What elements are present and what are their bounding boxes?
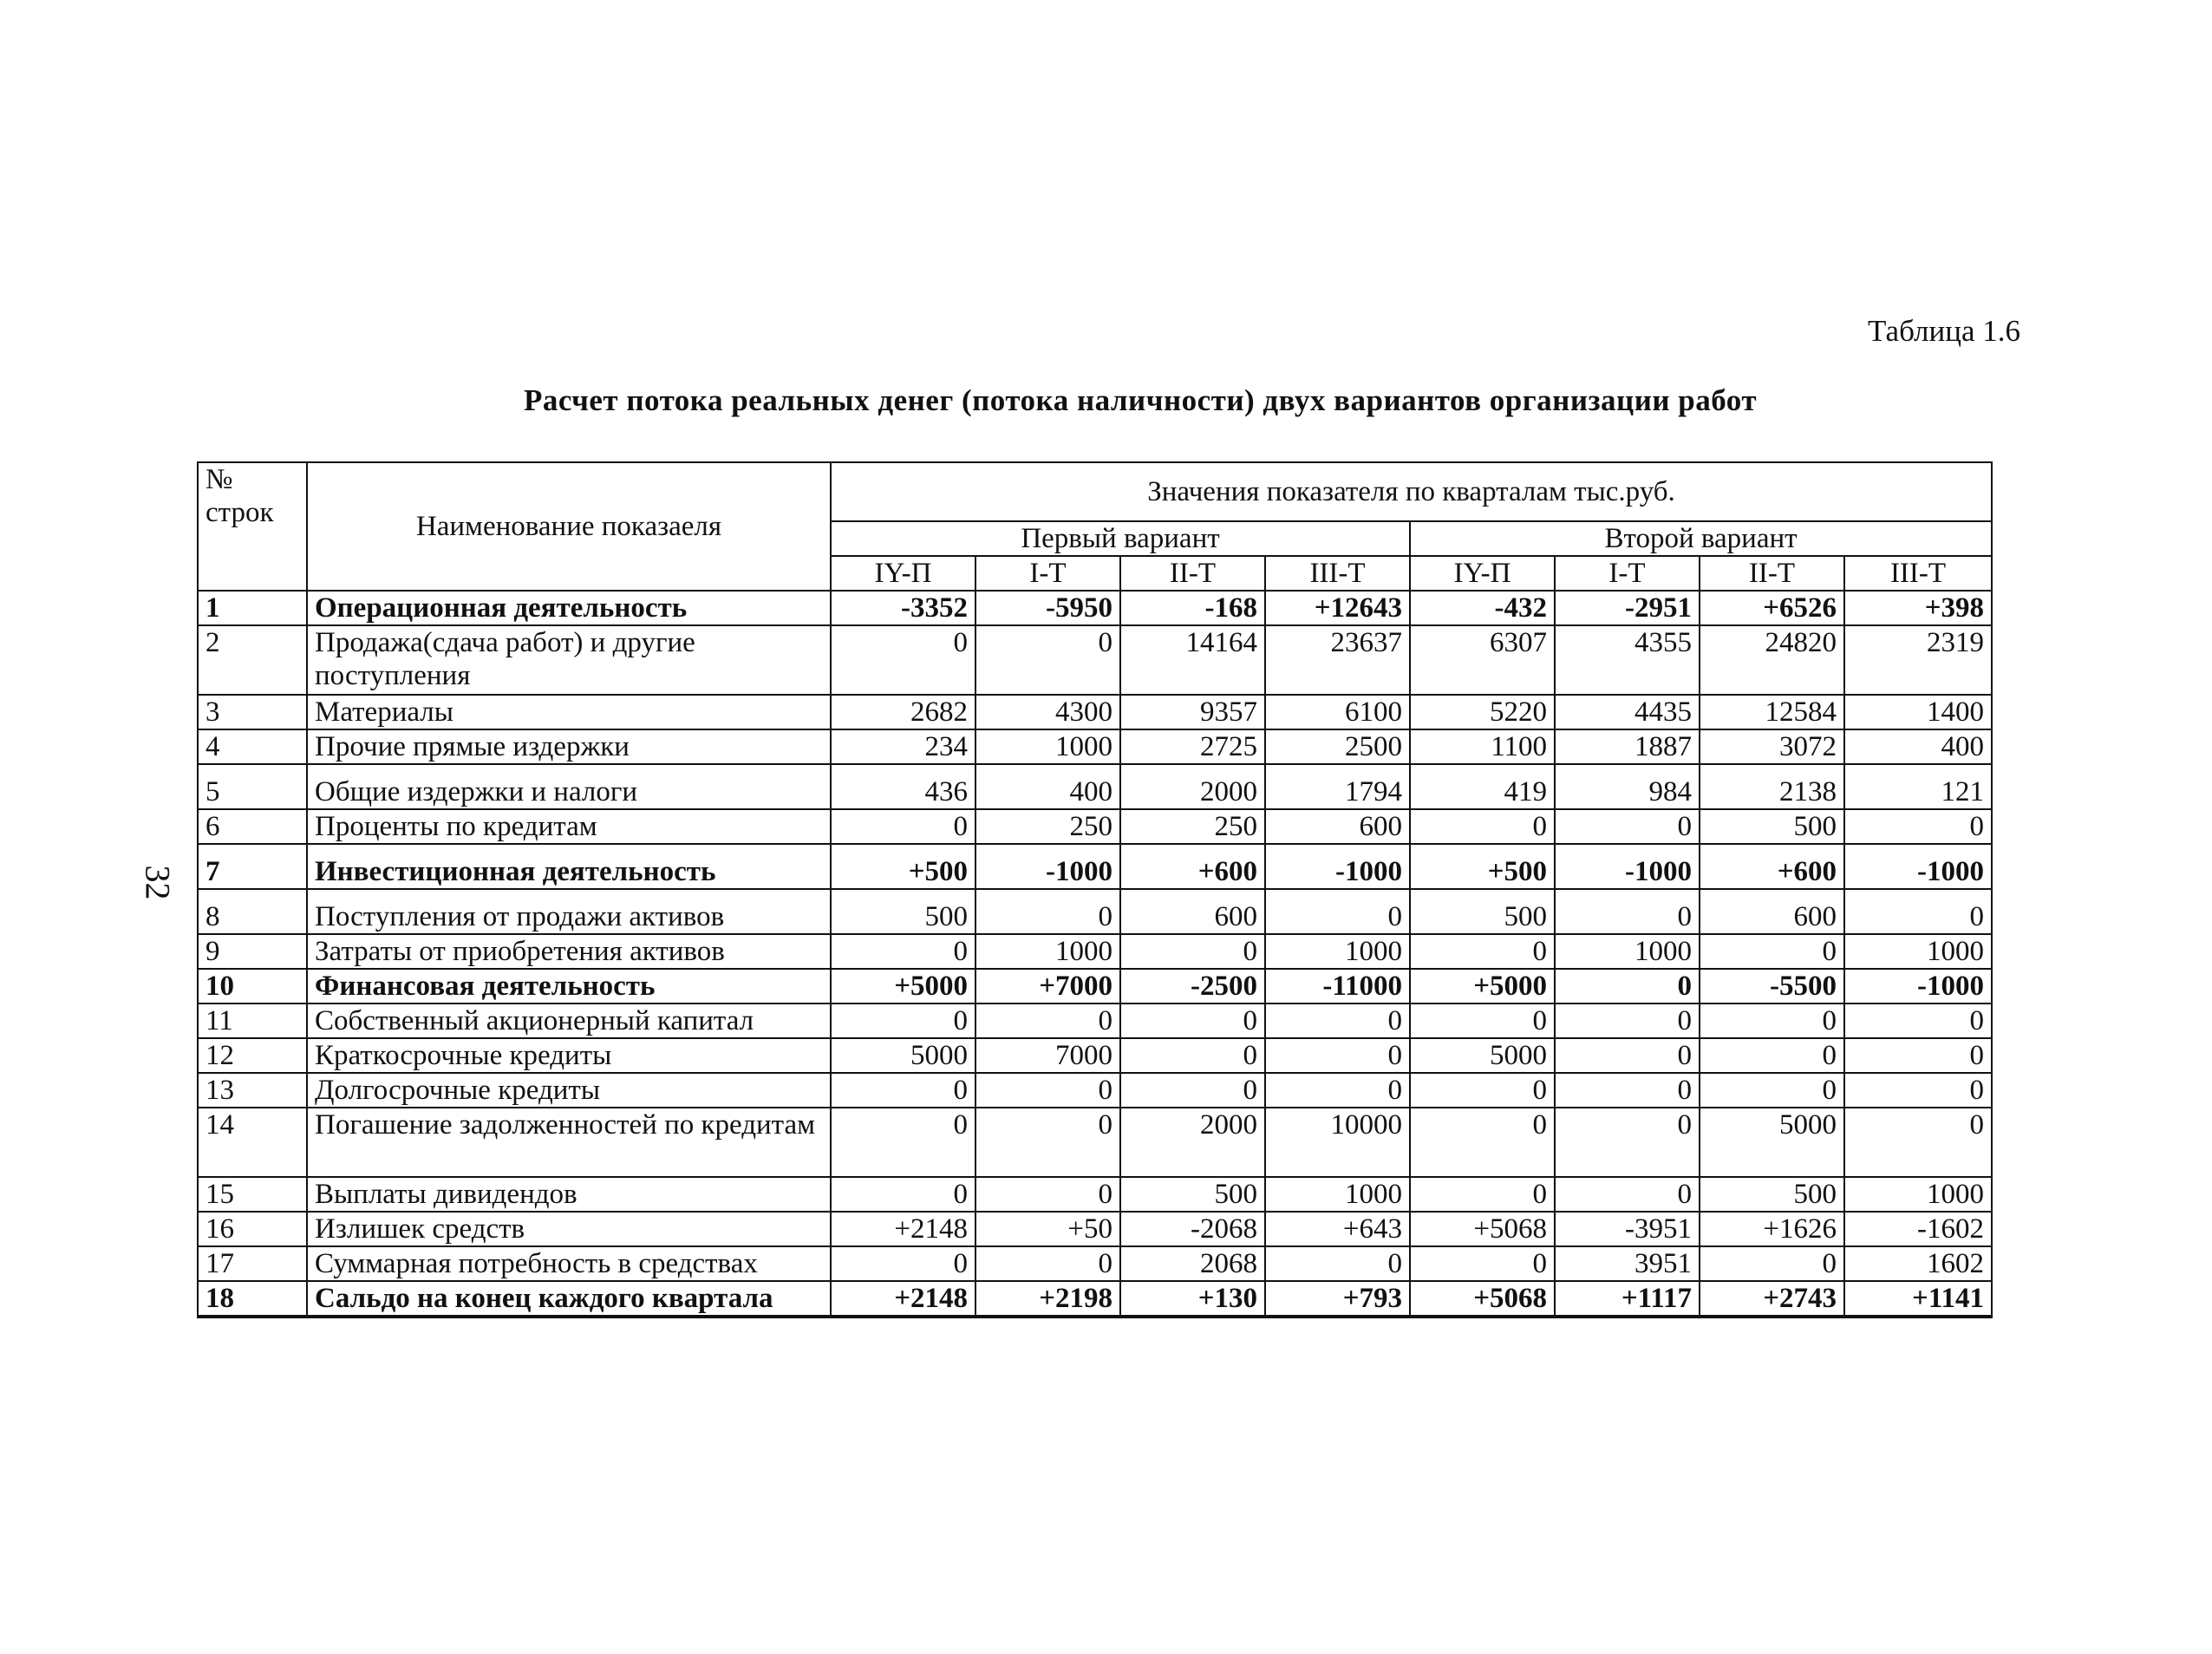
value-cell: 0 — [1120, 1073, 1265, 1108]
header-quarter: II-T — [1700, 556, 1844, 591]
table-row — [198, 844, 1992, 889]
value-cell: 0 — [831, 1246, 975, 1281]
header-quarter: I-T — [975, 556, 1120, 591]
value-cell: +793 — [1265, 1281, 1410, 1317]
value-cell: 5220 — [1410, 695, 1555, 729]
value-cell: +2198 — [975, 1281, 1120, 1317]
table-row — [198, 809, 1992, 844]
value-cell: -2500 — [1120, 969, 1265, 1004]
value-cell: 419 — [1410, 764, 1555, 809]
value-cell: -1000 — [1844, 844, 1992, 889]
row-number-cell: 1 — [198, 591, 307, 625]
value-cell: 1000 — [1265, 1177, 1410, 1212]
value-cell: 1887 — [1555, 729, 1700, 764]
value-cell: 0 — [1700, 934, 1844, 969]
row-number-cell: 16 — [198, 1212, 307, 1246]
value-cell: 1000 — [1844, 934, 1992, 969]
value-cell: -1602 — [1844, 1212, 1992, 1246]
value-cell: 0 — [831, 1004, 975, 1038]
value-cell: 7000 — [975, 1038, 1120, 1073]
table-row — [198, 1177, 1992, 1212]
value-cell: 0 — [1120, 934, 1265, 969]
value-cell: 2138 — [1700, 764, 1844, 809]
value-cell: 2000 — [1120, 764, 1265, 809]
value-cell: 500 — [1410, 889, 1555, 934]
value-cell: 1000 — [975, 934, 1120, 969]
value-cell: 600 — [1120, 889, 1265, 934]
value-cell: +643 — [1265, 1212, 1410, 1246]
value-cell: 0 — [1410, 934, 1555, 969]
table-row — [198, 1281, 1992, 1317]
indicator-name-cell: Излишек средств — [307, 1212, 831, 1246]
indicator-name-cell: Инвестиционная деятельность — [307, 844, 831, 889]
table-row — [198, 1212, 1992, 1246]
value-cell: 0 — [1265, 1073, 1410, 1108]
indicator-name-cell: Суммарная потребность в средствах — [307, 1246, 831, 1281]
value-cell: +1141 — [1844, 1281, 1992, 1317]
value-cell: +5068 — [1410, 1281, 1555, 1317]
indicator-name-cell: Поступления от продажи активов — [307, 889, 831, 934]
table-row — [198, 625, 1992, 695]
value-cell: 0 — [1410, 1004, 1555, 1038]
row-number-cell: 5 — [198, 764, 307, 809]
table-label: Таблица 1.6 — [1868, 314, 2020, 348]
value-cell: 0 — [1844, 809, 1992, 844]
value-cell: 0 — [831, 1177, 975, 1212]
value-cell: 500 — [1700, 1177, 1844, 1212]
header-quarter: III-T — [1265, 556, 1410, 591]
value-cell: 4355 — [1555, 625, 1700, 695]
value-cell: +2148 — [831, 1281, 975, 1317]
value-cell: 5000 — [831, 1038, 975, 1073]
value-cell: 121 — [1844, 764, 1992, 809]
header-quarter: II-T — [1120, 556, 1265, 591]
value-cell: +12643 — [1265, 591, 1410, 625]
value-cell: 24820 — [1700, 625, 1844, 695]
indicator-name-cell: Операционная деятельность — [307, 591, 831, 625]
header-variant-1: Первый вариант — [831, 521, 1410, 556]
indicator-name-cell: Материалы — [307, 695, 831, 729]
value-cell: 500 — [1700, 809, 1844, 844]
value-cell: 0 — [1555, 1073, 1700, 1108]
value-cell: 0 — [1555, 1177, 1700, 1212]
row-number-cell: 9 — [198, 934, 307, 969]
value-cell: -3352 — [831, 591, 975, 625]
value-cell: +2148 — [831, 1212, 975, 1246]
value-cell: 1400 — [1844, 695, 1992, 729]
indicator-name-cell: Общие издержки и налоги — [307, 764, 831, 809]
value-cell: 0 — [831, 1073, 975, 1108]
value-cell: +5000 — [831, 969, 975, 1004]
value-cell: 6100 — [1265, 695, 1410, 729]
value-cell: 0 — [975, 1108, 1120, 1177]
value-cell: 0 — [1844, 1004, 1992, 1038]
value-cell: 0 — [1265, 1038, 1410, 1073]
value-cell: 0 — [1410, 809, 1555, 844]
table-row — [198, 1073, 1992, 1108]
value-cell: 0 — [1555, 969, 1700, 1004]
header-quarter: IY-П — [1410, 556, 1555, 591]
value-cell: -5500 — [1700, 969, 1844, 1004]
table-row — [198, 591, 1992, 625]
row-number-cell: 15 — [198, 1177, 307, 1212]
value-cell: 1000 — [975, 729, 1120, 764]
value-cell: 4300 — [975, 695, 1120, 729]
header-indicator-name: Наименование показаеля — [307, 462, 831, 591]
value-cell: 0 — [1120, 1004, 1265, 1038]
value-cell: 0 — [831, 934, 975, 969]
value-cell: 234 — [831, 729, 975, 764]
value-cell: 0 — [975, 625, 1120, 695]
value-cell: 0 — [975, 1004, 1120, 1038]
value-cell: +500 — [831, 844, 975, 889]
indicator-name-cell: Прочие прямые издержки — [307, 729, 831, 764]
value-cell: -1000 — [1844, 969, 1992, 1004]
document-title: Расчет потока реальных денег (потока наличности) двух вариантов организации работ — [523, 383, 1758, 417]
value-cell: 2500 — [1265, 729, 1410, 764]
indicator-name-cell: Собственный акционерный капитал — [307, 1004, 831, 1038]
cash-flow-table — [197, 461, 1993, 1318]
header-values-group: Значения показателя по кварталам тыс.руб. — [831, 462, 1992, 521]
value-cell: 23637 — [1265, 625, 1410, 695]
table-row — [198, 729, 1992, 764]
value-cell: 0 — [1555, 889, 1700, 934]
row-number-cell: 7 — [198, 844, 307, 889]
value-cell: +130 — [1120, 1281, 1265, 1317]
value-cell: 0 — [1555, 1038, 1700, 1073]
value-cell: -1000 — [1555, 844, 1700, 889]
value-cell: 0 — [1844, 1108, 1992, 1177]
value-cell: 2319 — [1844, 625, 1992, 695]
table-row — [198, 1004, 1992, 1038]
value-cell: +1117 — [1555, 1281, 1700, 1317]
value-cell: 1000 — [1265, 934, 1410, 969]
value-cell: 500 — [1120, 1177, 1265, 1212]
value-cell: 2682 — [831, 695, 975, 729]
value-cell: 4435 — [1555, 695, 1700, 729]
value-cell: +2743 — [1700, 1281, 1844, 1317]
value-cell: +600 — [1120, 844, 1265, 889]
table-row — [198, 934, 1992, 969]
value-cell: 5000 — [1700, 1108, 1844, 1177]
value-cell: +398 — [1844, 591, 1992, 625]
value-cell: 9357 — [1120, 695, 1265, 729]
row-number-cell: 2 — [198, 625, 307, 695]
row-number-cell: 8 — [198, 889, 307, 934]
value-cell: +50 — [975, 1212, 1120, 1246]
value-cell: 0 — [1410, 1246, 1555, 1281]
value-cell: 2068 — [1120, 1246, 1265, 1281]
page-number: 32 — [138, 865, 178, 900]
value-cell: 0 — [975, 1073, 1120, 1108]
table-row — [198, 1246, 1992, 1281]
value-cell: 0 — [1410, 1108, 1555, 1177]
value-cell: 0 — [1700, 1004, 1844, 1038]
value-cell: 436 — [831, 764, 975, 809]
indicator-name-cell: Краткосрочные кредиты — [307, 1038, 831, 1073]
value-cell: 2725 — [1120, 729, 1265, 764]
value-cell: -1000 — [975, 844, 1120, 889]
row-number-cell: 3 — [198, 695, 307, 729]
table-row — [198, 764, 1992, 809]
value-cell: 10000 — [1265, 1108, 1410, 1177]
value-cell: 1000 — [1555, 934, 1700, 969]
indicator-name-cell: Проценты по кредитам — [307, 809, 831, 844]
value-cell: 0 — [831, 1108, 975, 1177]
row-number-cell: 4 — [198, 729, 307, 764]
indicator-name-cell: Погашение задолженностей по кредитам — [307, 1108, 831, 1177]
header-quarter: I-T — [1555, 556, 1700, 591]
value-cell: 1602 — [1844, 1246, 1992, 1281]
value-cell: 3951 — [1555, 1246, 1700, 1281]
value-cell: 0 — [1844, 1073, 1992, 1108]
value-cell: 5000 — [1410, 1038, 1555, 1073]
table-row — [198, 969, 1992, 1004]
value-cell: -3951 — [1555, 1212, 1700, 1246]
value-cell: 984 — [1555, 764, 1700, 809]
value-cell: 0 — [831, 625, 975, 695]
value-cell: +5068 — [1410, 1212, 1555, 1246]
value-cell: 0 — [1265, 1004, 1410, 1038]
table-header — [198, 462, 1992, 591]
table-row — [198, 1108, 1992, 1177]
indicator-name-cell: Выплаты дивидендов — [307, 1177, 831, 1212]
value-cell: 1100 — [1410, 729, 1555, 764]
value-cell: +7000 — [975, 969, 1120, 1004]
value-cell: 0 — [1555, 1004, 1700, 1038]
table-row — [198, 889, 1992, 934]
value-cell: 600 — [1265, 809, 1410, 844]
value-cell: 3072 — [1700, 729, 1844, 764]
row-number-cell: 17 — [198, 1246, 307, 1281]
value-cell: 0 — [975, 1177, 1120, 1212]
value-cell: 0 — [1410, 1073, 1555, 1108]
value-cell: 0 — [1555, 809, 1700, 844]
value-cell: +1626 — [1700, 1212, 1844, 1246]
row-number-cell: 12 — [198, 1038, 307, 1073]
indicator-name-cell: Продажа(сдача работ) и другие поступления — [307, 625, 831, 695]
value-cell: 1000 — [1844, 1177, 1992, 1212]
table-row — [198, 1038, 1992, 1073]
row-number-cell: 14 — [198, 1108, 307, 1177]
value-cell: +500 — [1410, 844, 1555, 889]
value-cell: 0 — [975, 1246, 1120, 1281]
value-cell: 0 — [1844, 889, 1992, 934]
value-cell: 1794 — [1265, 764, 1410, 809]
value-cell: -5950 — [975, 591, 1120, 625]
value-cell: 2000 — [1120, 1108, 1265, 1177]
value-cell: -168 — [1120, 591, 1265, 625]
value-cell: +6526 — [1700, 591, 1844, 625]
header-row-number: № строк — [198, 462, 307, 591]
value-cell: 250 — [1120, 809, 1265, 844]
value-cell: 0 — [1265, 889, 1410, 934]
value-cell: 0 — [1265, 1246, 1410, 1281]
value-cell: 500 — [831, 889, 975, 934]
value-cell: 0 — [975, 889, 1120, 934]
value-cell: 400 — [975, 764, 1120, 809]
header-quarter: III-T — [1844, 556, 1992, 591]
table-row — [198, 695, 1992, 729]
indicator-name-cell: Сальдо на конец каждого квартала — [307, 1281, 831, 1317]
value-cell: +600 — [1700, 844, 1844, 889]
value-cell: -11000 — [1265, 969, 1410, 1004]
value-cell: 600 — [1700, 889, 1844, 934]
table-body — [198, 591, 1992, 1317]
value-cell: 14164 — [1120, 625, 1265, 695]
indicator-name-cell: Долгосрочные кредиты — [307, 1073, 831, 1108]
row-number-cell: 11 — [198, 1004, 307, 1038]
row-number-cell: 18 — [198, 1281, 307, 1317]
indicator-name-cell: Финансовая деятельность — [307, 969, 831, 1004]
value-cell: 0 — [1700, 1073, 1844, 1108]
value-cell: -2951 — [1555, 591, 1700, 625]
value-cell: 12584 — [1700, 695, 1844, 729]
value-cell: 0 — [1410, 1177, 1555, 1212]
indicator-name-cell: Затраты от приобретения активов — [307, 934, 831, 969]
value-cell: -2068 — [1120, 1212, 1265, 1246]
header-quarter: IY-П — [831, 556, 975, 591]
value-cell: 250 — [975, 809, 1120, 844]
value-cell: 6307 — [1410, 625, 1555, 695]
value-cell: 0 — [1700, 1246, 1844, 1281]
value-cell: -432 — [1410, 591, 1555, 625]
row-number-cell: 13 — [198, 1073, 307, 1108]
header-variant-2: Второй вариант — [1410, 521, 1992, 556]
value-cell: 0 — [1120, 1038, 1265, 1073]
value-cell: 0 — [1844, 1038, 1992, 1073]
value-cell: -1000 — [1265, 844, 1410, 889]
value-cell: 400 — [1844, 729, 1992, 764]
value-cell: 0 — [831, 809, 975, 844]
row-number-cell: 10 — [198, 969, 307, 1004]
value-cell: +5000 — [1410, 969, 1555, 1004]
value-cell: 0 — [1700, 1038, 1844, 1073]
value-cell: 0 — [1555, 1108, 1700, 1177]
row-number-cell: 6 — [198, 809, 307, 844]
